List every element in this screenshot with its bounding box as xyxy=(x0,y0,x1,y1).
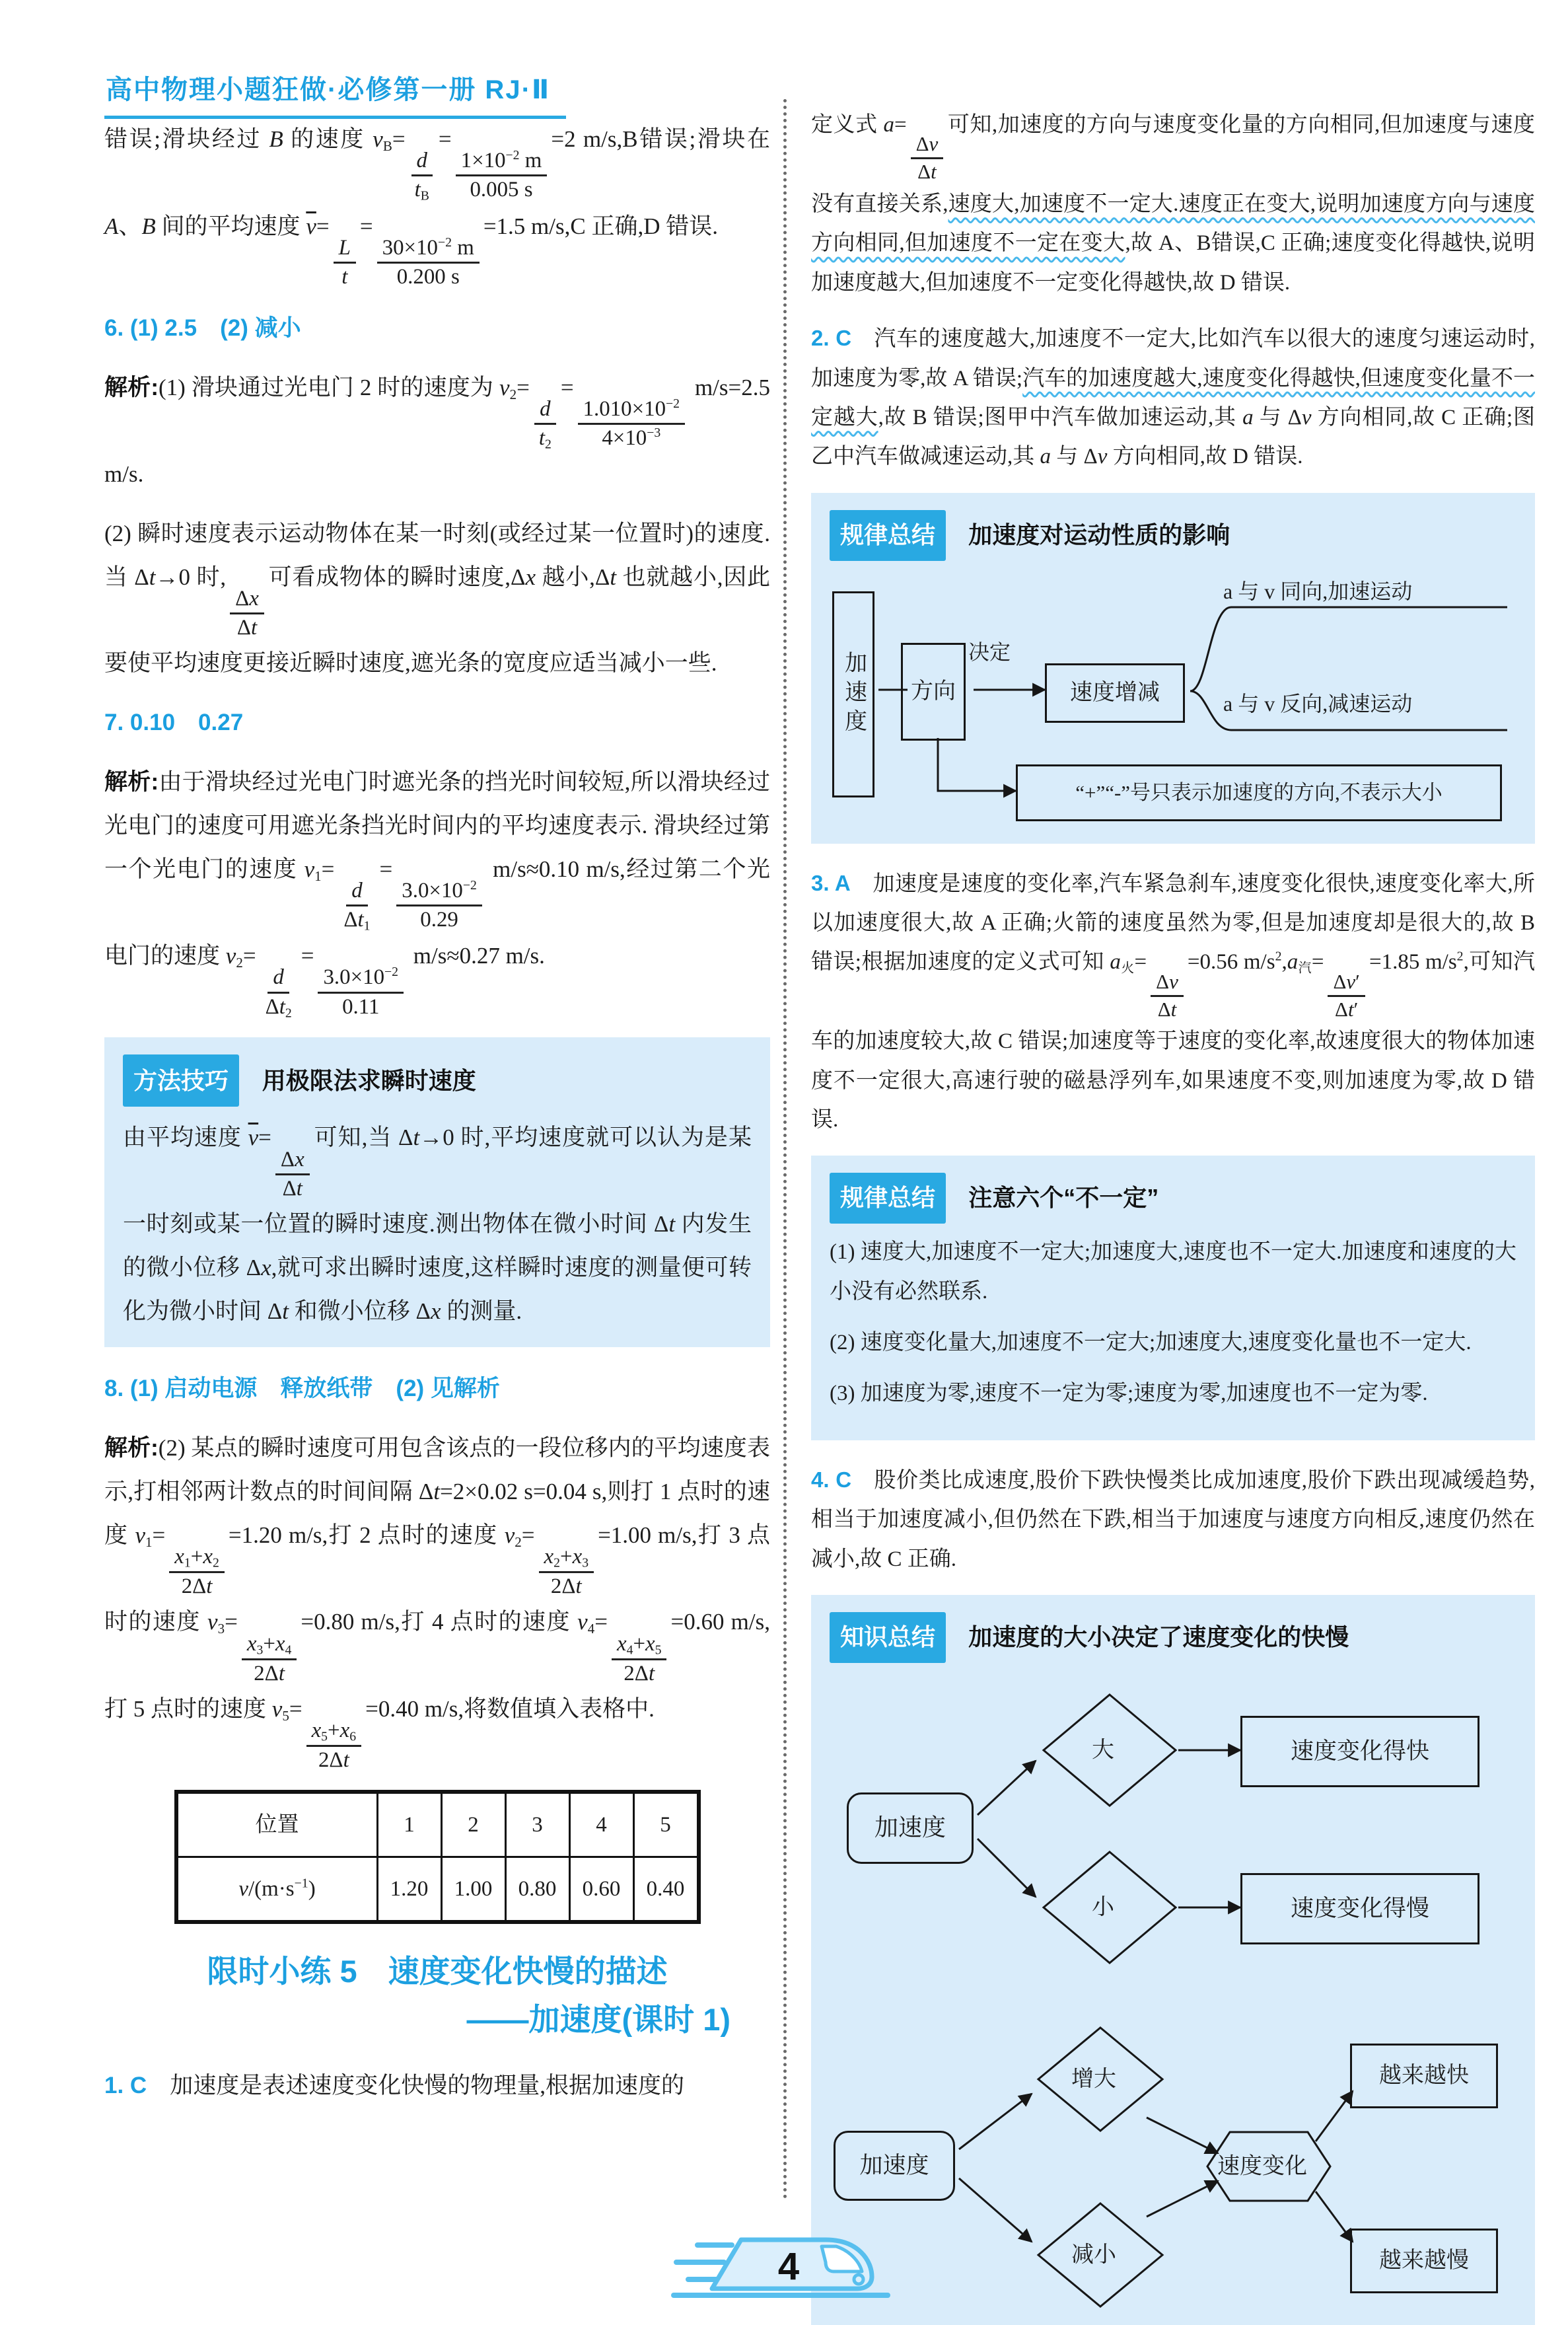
table-header-cell: 5 xyxy=(633,1792,699,1857)
answer-line-6: 6. (1) 2.5 (2) 减小 xyxy=(104,315,301,342)
table-header-cell: 3 xyxy=(505,1792,569,1857)
law-chip-badge: 规律总结 xyxy=(830,1173,946,1224)
table-header-cell: 4 xyxy=(569,1792,633,1857)
acceleration-size-diagram xyxy=(830,1672,1516,1984)
node-decrease: 减小 xyxy=(1071,2242,1116,2268)
law-item: (3) 加速度为零,速度不一定为零;速度为零,加速度也不一定为零. xyxy=(830,1382,1428,1406)
page-footer xyxy=(668,2225,893,2299)
answer-line-8: 8. (1) 启动电源 释放纸带 (2) 见解析 xyxy=(104,1376,500,1402)
right-column xyxy=(811,106,1535,2325)
law-box-2 xyxy=(811,1156,1535,1440)
law-item: (1) 速度大,加速度不一定大;加速度大,速度也不一定大.加速度和速度的大小没有必然联系. xyxy=(830,1240,1516,1304)
table-cell: $v/(m\cdot s^{-1})$ xyxy=(176,1857,378,1923)
node-acceleration: 加速度 xyxy=(832,591,874,797)
node-small: 小 xyxy=(1092,1895,1114,1920)
law-chip-badge: 规律总结 xyxy=(830,510,946,561)
knowledge-box xyxy=(811,1595,1535,2325)
train-icon xyxy=(668,2225,893,2299)
table-cell: 0.60 xyxy=(569,1857,633,1923)
node-velocity-changes-slow: 速度变化得慢 xyxy=(1240,1873,1479,1944)
solution-paragraph: 定义式 a= $\frac{\Delta v}{\Delta t}$ 可知,加速度的方向与速度变化量的方向相同,但加速度与速度没有直接关系,速度大,加速度不一定大.速度正在变大,说明加速度方向与速度方向相同,但加速度不一定在变大,故 A、B错误,C 正确;速度变化得越快,说明加速度越大,但加速度不一定变化得越快,故 D 错误. xyxy=(811,113,1536,295)
node-velocity-change: 速度变化 xyxy=(1217,2154,1307,2179)
branch-same-direction: a 与 v 同向,加速运动 xyxy=(1223,579,1413,603)
section-title-line2: ——加速度(课时 1) xyxy=(466,2002,731,2038)
solution-paragraph: 解析:由于滑块经过光电门时遮光条的挡光时间较短,所以滑块经过光电门的速度可用遮光条挡光时间内的平均速度表示. 滑块经过第一个光电门的速度 v1= $\frac{d}{\Delta t1}$ = $\frac{3.0\times 10^{-2}}{0.29}$ m/s≈0.10 m/s,经过第二个光电门的速度 v2= $\frac{d}{\Delta t2}$ = $\frac{3.0\times 10^{-2}}{0.11}$ m/s≈0.27 m/s. xyxy=(104,769,770,1021)
table-header-cell: 2 xyxy=(441,1792,505,1857)
left-column xyxy=(104,118,770,2123)
table-cell: 1.00 xyxy=(441,1857,505,1923)
knowledge-box-title: 加速度的大小决定了速度变化的快慢 xyxy=(968,1623,1349,1651)
branch-opposite-direction: a 与 v 反向,减速运动 xyxy=(1223,691,1413,716)
method-chip-badge: 方法技巧 xyxy=(123,1054,239,1107)
acceleration-direction-diagram xyxy=(830,570,1516,829)
law-box-2-title: 注意六个“不一定” xyxy=(968,1184,1159,1212)
node-faster-and-faster: 越来越快 xyxy=(1350,2044,1498,2108)
method-box xyxy=(104,1037,770,1348)
solution-paragraph: 1. C 加速度是表述速度变化快慢的物理量,根据加速度的 xyxy=(104,2073,684,2099)
node-acceleration: 加速度 xyxy=(834,2131,955,2201)
page-number: 4 xyxy=(777,2245,800,2288)
arrow-label-decide: 决定 xyxy=(968,640,1011,664)
knowledge-chip-badge: 知识总结 xyxy=(830,1612,946,1663)
node-direction: 方向 xyxy=(901,643,966,741)
node-sign-note: “+”“-”号只表示加速度的方向,不表示大小 xyxy=(1016,764,1502,821)
header-title: 高中物理小题狂做·必修第一册 RJ·Ⅱ xyxy=(104,69,566,119)
law-box-1 xyxy=(811,493,1535,844)
solution-paragraph: 解析:(2) 某点的瞬时速度可用包含该点的一段位移内的平均速度表示,打相邻两计数点的时间间隔 Δt=2×0.02 s=0.04 s,则打 1 点时的速度 v1= $\frac{x1+x2}{2\Delta t}$ =1.20 m/s,打 2 点时的速度 v2= $\frac{x2+x3}{2\Delta t}$ =1.00 m/s,打 3 点时的速度 v3= $\frac{x3+x4}{2\Delta t}$ =0.80 m/s,打 4 点时的速度 v4= $\frac{x4+x5}{2\Delta t}$ =0.60 m/s,打 5 点时的速度 v5= $\frac{x5+x6}{2\Delta t}$ =0.40 m/s,将数值填入表格中. xyxy=(104,1435,770,1773)
node-slower-and-slower: 越来越慢 xyxy=(1350,2229,1498,2293)
node-speed-change: 速度增减 xyxy=(1045,663,1185,723)
table-cell: 0.40 xyxy=(633,1857,699,1923)
solution-paragraph: 3. A 加速度是速度的变化率,汽车紧急刹车,速度变化很快,速度变化率大,所以加速度很大,故 A 正确;火箭的速度虽然为零,但是加速度却是很大的,故 B 错误;根据加速度的定义式可知 a火= $\frac{\Delta v}{\Delta t}$ =0.56 $m/s^2,a$汽= $\frac{\Delta v'}{\Delta t'}$ =1.85 $m/s^2$,可知汽车的加速度较大,故 C 错误;加速度等于速度的变化率,故速度很大的物体加速度不一定很大,高速行驶的磁悬浮列车,如果速度不变,则加速度为零,故 D 错误. xyxy=(811,870,1536,1132)
law-item: (2) 速度变化量大,加速度不一定大;加速度大,速度变化量也不一定大. xyxy=(830,1331,1472,1355)
column-divider xyxy=(783,99,787,2200)
law-box-1-title: 加速度对运动性质的影响 xyxy=(968,521,1230,548)
node-increase: 增大 xyxy=(1071,2067,1116,2092)
table-row xyxy=(176,1792,699,1857)
solution-paragraph: 解析:(1) 滑块通过光电门 2 时的速度为 v2= $\frac{d}{t2}$ = $\frac{1.010\times 10^{-2}}{4\times 10^{-3}}$ m/s=2.5 m/s. xyxy=(104,374,771,488)
section-title-line1: 限时小练 5 速度变化快慢的描述 xyxy=(207,1954,668,1989)
solution-paragraph: 4. C 股价类比成速度,股价下跌快慢类比成加速度,股价下跌出现减缓趋势,相当于加速度减小,但仍然在下跌,相当于加速度与速度方向相反,速度仍然在减小,故 C 正确. xyxy=(811,1467,1535,1571)
solution-paragraph: 错误;滑块经过 B 的速度 vB= $\frac{d}{tB}$ = $\frac{1\times 10^{-2} m}{0.005 s}$ =2 m/s,B错误;滑块在 A、B 间的平均速度 $\overline{v}=$ $\frac{L}{t}$ = $\frac{30\times 10^{-2} m}{0.200 s}$ =1.5 m/s,C 正确,D 错误. xyxy=(104,126,770,289)
method-box-title: 用极限法求瞬时速度 xyxy=(262,1066,476,1094)
node-large: 大 xyxy=(1092,1738,1114,1763)
solution-paragraph: (2) 瞬时速度表示运动物体在某一时刻(或经过某一位置时)的速度. 当 Δt→0 时, $\frac{\Delta x}{\Delta t}$ 可看成物体的瞬时速度,Δx 越小,Δt 也就越小,因此要使平均速度更接近瞬时速度,遮光条的宽度应适当减小一些. xyxy=(104,521,770,677)
velocity-table xyxy=(174,1790,701,1924)
node-velocity-changes-fast: 速度变化得快 xyxy=(1240,1716,1479,1787)
table-cell: 1.20 xyxy=(377,1857,441,1923)
answer-line-7: 7. 0.10 0.27 xyxy=(104,710,244,736)
solution-paragraph: 2. C 汽车的速度越大,加速度不一定大,比如汽车以很大的速度匀速运动时,加速度为零,故 A 错误;汽车的加速度越大,速度变化得越快,但速度变化量不一定越大,故 B 错误;图甲中汽车做加速运动,其 a 与 Δv 方向相同,故 C 正确;图乙中汽车做减速运动,其 a 与 Δv 方向相同,故 D 错误. xyxy=(811,326,1536,469)
method-box-body: 由平均速度 $\overline{v}=$ $\frac{\Delta x}{\Delta t}$ 可知,当 Δt→0 时,平均速度就可以认为是某一时刻或某一位置的瞬时速度.测出物体在微小时间 Δt 内发生的微小位移 Δx,就可求出瞬时速度,这样瞬时速度的测量便可转化为微小时间 Δt 和微小位移 Δx 的测量. xyxy=(123,1125,752,1324)
table-row xyxy=(176,1857,699,1923)
table-cell: 0.80 xyxy=(505,1857,569,1923)
acceleration-trend-diagram xyxy=(830,2001,1516,2325)
page-header xyxy=(104,69,566,119)
node-acceleration: 加速度 xyxy=(847,1792,974,1864)
table-header-cell: 位置 xyxy=(176,1792,378,1857)
section-title xyxy=(104,1948,770,2044)
table-header-cell: 1 xyxy=(377,1792,441,1857)
